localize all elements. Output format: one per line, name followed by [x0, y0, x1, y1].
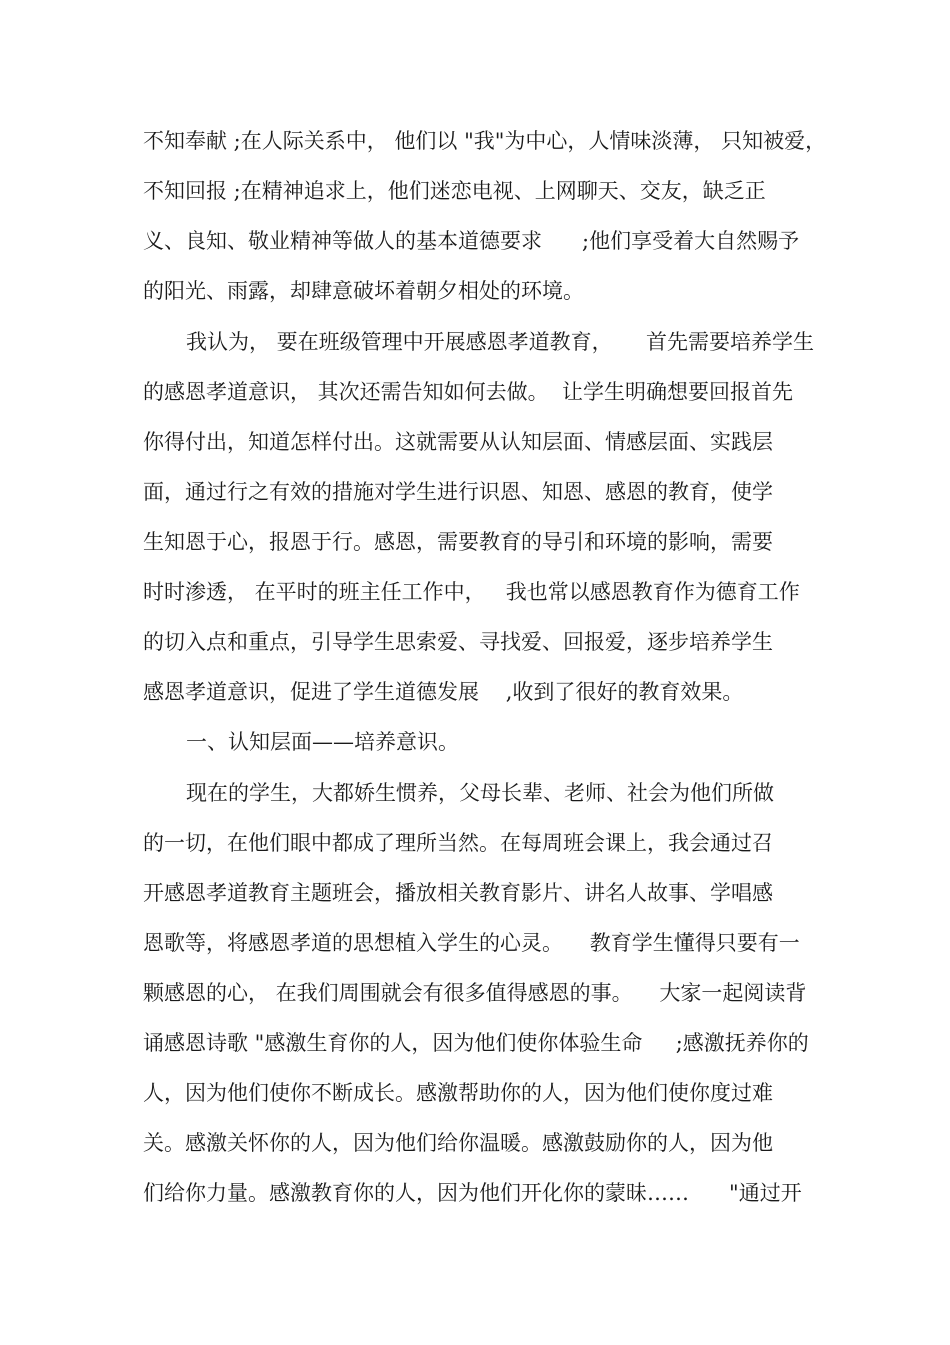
- text-line: 你得付出，知道怎样付出。这就需要从认知层面、情感层面、实践层: [143, 430, 773, 454]
- text-line: 不知奉献 ;在人际关系中， 他们以 "我"为中心，人情味淡薄， 只知被爱，: [143, 129, 827, 153]
- text-line: 时时渗透， 在平时的班主任工作中， 我也常以感恩教育作为德育工作: [143, 580, 800, 604]
- text-line: 的切入点和重点，引导学生思索爱、寻找爱、回报爱，逐步培养学生: [143, 630, 773, 654]
- section-heading: 一、认知层面——培养意识。: [186, 730, 459, 754]
- text-line: 生知恩于心，报恩于行。感恩，需要教育的导引和环境的影响，需要: [143, 530, 773, 554]
- text-line: 的一切，在他们眼中都成了理所当然。在每周班会课上，我会通过召: [143, 831, 773, 855]
- text-line: 的感恩孝道意识， 其次还需告知如何去做。 让学生明确想要回报首先: [143, 380, 794, 404]
- text-line: 恩歌等，将感恩孝道的思想植入学生的心灵。 教育学生懂得只要有一: [143, 931, 800, 955]
- text-line: 义、良知、敬业精神等做人的基本道德要求 ;他们享受着大自然赐予: [143, 229, 800, 253]
- text-line: 面，通过行之有效的措施对学生进行识恩、知恩、感恩的教育，使学: [143, 480, 773, 504]
- text-line: 关。感激关怀你的人，因为他们给你温暖。感激鼓励你的人，因为他: [143, 1131, 773, 1155]
- paragraph-first-line: 我认为， 要在班级管理中开展感恩孝道教育， 首先需要培养学生: [186, 330, 815, 354]
- text-line: 们给你力量。感激教育你的人，因为他们开化你的蒙昧…… "通过开: [143, 1181, 802, 1205]
- text-line: 不知回报 ;在精神追求上，他们迷恋电视、上网聊天、交友，缺乏正: [143, 179, 766, 203]
- text-line: 感恩孝道意识，促进了学生道德发展 ,收到了很好的教育效果。: [143, 680, 744, 704]
- text-line: 人，因为他们使你不断成长。感激帮助你的人，因为他们使你度过难: [143, 1081, 773, 1105]
- text-line: 颗感恩的心， 在我们周围就会有很多值得感恩的事。 大家一起阅读背: [143, 981, 807, 1005]
- text-line: 诵感恩诗歌 "感激生育你的人，因为他们使你体验生命 ;感激抚养你的: [143, 1031, 809, 1055]
- text-line: 的阳光、雨露，却肆意破坏着朝夕相处的环境。: [143, 279, 584, 303]
- paragraph-first-line: 现在的学生，大都娇生惯养，父母长辈、老师、社会为他们所做: [186, 781, 774, 805]
- text-line: 开感恩孝道教育主题班会，播放相关教育影片、讲名人故事、学唱感: [143, 881, 773, 905]
